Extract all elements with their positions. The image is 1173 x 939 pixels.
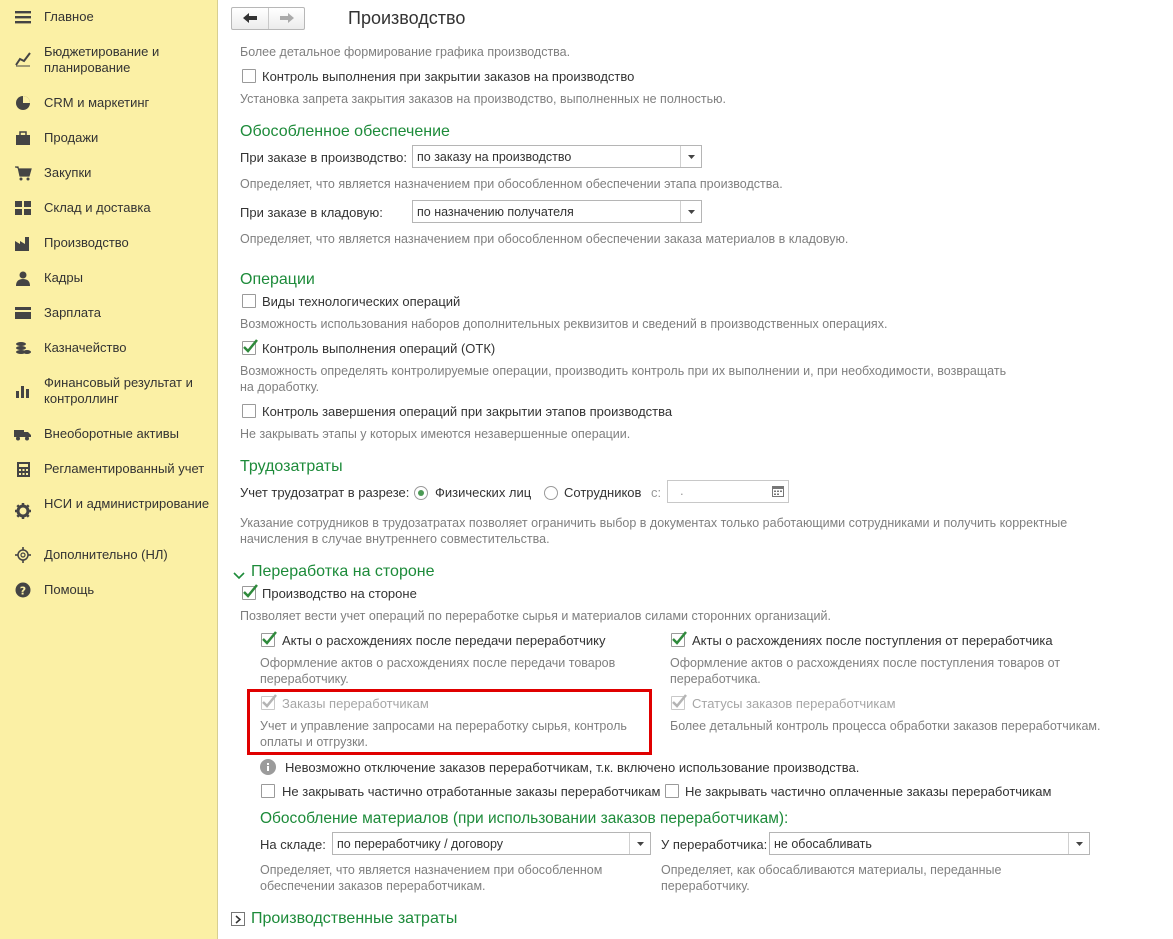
acts-after-transfer-hint-line1: Оформление актов о расхождениях после передачи товаров xyxy=(260,656,616,670)
otk-hint-line2: на доработку. xyxy=(240,380,320,394)
gear-icon xyxy=(14,503,32,519)
info-icon xyxy=(260,759,276,778)
dropdown-arrow-icon[interactable] xyxy=(1068,833,1089,854)
person-icon xyxy=(14,270,32,286)
radio-employees[interactable] xyxy=(544,486,558,500)
orders-to-processors-hint-line1: Учет и управление запросами на переработку сырья, контроль xyxy=(260,719,627,733)
highlight-frame xyxy=(247,689,652,755)
radio-selected-dot xyxy=(418,490,424,496)
back-button[interactable] xyxy=(232,8,268,29)
acts-after-receipt-hint-line2: переработчика. xyxy=(670,672,761,686)
sidebar-item-main[interactable]: Главное xyxy=(0,9,218,27)
on-warehouse-hint-line2: обеспечении заказов переработчикам. xyxy=(260,879,486,893)
truck-icon xyxy=(14,426,32,442)
production-outside-label: Производство на стороне xyxy=(262,586,417,601)
gear-outline-icon xyxy=(14,547,32,563)
sidebar-item-help[interactable]: ? Помощь xyxy=(0,582,218,600)
not-close-paid-label: Не закрывать частично оплаченные заказы переработчикам xyxy=(685,784,1052,799)
chart-icon xyxy=(14,51,32,67)
on-warehouse-hint-line1: Определяет, что является назначением при обособленном xyxy=(260,863,603,877)
checkmark-icon xyxy=(242,582,260,600)
sidebar-item-production[interactable]: Производство xyxy=(0,235,218,253)
radio-individuals-label: Физических лиц xyxy=(435,485,532,500)
acts-after-transfer-hint-line2: переработчику. xyxy=(260,672,349,686)
on-warehouse-label: На складе: xyxy=(260,837,326,852)
completion-control-hint: Не закрывать этапы у которых имеются незавершенные операции. xyxy=(240,427,631,441)
radio-individuals[interactable] xyxy=(414,486,428,500)
otk-label: Контроль выполнения операций (ОТК) xyxy=(262,341,496,356)
navigation-buttons xyxy=(231,7,305,30)
briefcase-icon xyxy=(14,130,32,146)
labor-hint-line1: Указание сотрудников в трудозатратах позволяет ограничить выбор в документах только работающими сотрудниками и получить корректные xyxy=(240,516,1068,530)
completion-control-label: Контроль завершения операций при закрытии этапов производства xyxy=(262,404,673,419)
acts-after-receipt-checkbox[interactable] xyxy=(671,633,685,647)
order-statuses-hint: Более детальный контроль процесса обработки заказов переработчикам. xyxy=(670,719,1101,733)
acts-after-transfer-label: Акты о расхождениях после передачи переработчику xyxy=(282,633,606,648)
factory-icon xyxy=(14,235,32,251)
sidebar-item-purchases[interactable]: Закупки xyxy=(0,165,218,183)
checkmark-icon xyxy=(671,692,689,710)
otk-hint-line1: Возможность определять контролируемые операции, производить контроль при их выполнении и, при необходимости, возвращать xyxy=(240,364,1007,378)
tech-operations-checkbox[interactable] xyxy=(242,294,256,308)
pie-icon xyxy=(14,95,32,111)
warehouse-order-label: При заказе в кладовую: xyxy=(240,205,383,220)
production-order-select[interactable]: по заказу на производство xyxy=(412,145,702,168)
production-outside-checkbox[interactable] xyxy=(242,586,256,600)
date-input[interactable] xyxy=(667,480,789,503)
control-close-orders-hint: Установка запрета закрытия заказов на производство, выполненных не полностью. xyxy=(240,92,726,106)
order-statuses-checkbox[interactable] xyxy=(671,696,685,710)
acts-after-receipt-label: Акты о расхождениях после поступления от переработчика xyxy=(692,633,1053,648)
calendar-icon[interactable] xyxy=(772,485,784,500)
grid-icon xyxy=(14,200,32,216)
production-order-hint: Определяет, что является назначением при обособленном обеспечении этапа производства. xyxy=(240,177,783,191)
sidebar-item-budgeting[interactable]: Бюджетирование и планирование xyxy=(0,44,218,78)
orders-to-processors-hint-line2: оплаты и отгрузки. xyxy=(260,735,369,749)
completion-control-checkbox[interactable] xyxy=(242,404,256,418)
main-panel xyxy=(219,0,1173,939)
chevron-down-icon[interactable] xyxy=(233,568,245,583)
section-labor-title: Трудозатраты xyxy=(240,458,343,475)
arrow-left-icon xyxy=(243,11,257,26)
on-warehouse-select[interactable]: по переработчику / договору xyxy=(332,832,651,855)
sidebar-item-additional[interactable]: Дополнительно (НЛ) xyxy=(0,547,218,565)
menu-icon xyxy=(14,9,32,25)
at-processor-select[interactable]: не обосабливать xyxy=(769,832,1090,855)
radio-employees-label: Сотрудников xyxy=(564,485,642,500)
sidebar-item-crm[interactable]: CRM и маркетинг xyxy=(0,95,218,113)
acts-after-transfer-checkbox[interactable] xyxy=(261,633,275,647)
labor-accounting-label: Учет трудозатрат в разрезе: xyxy=(240,485,410,500)
sidebar-item-salary[interactable]: Зарплата xyxy=(0,305,218,323)
sidebar-item-treasury[interactable]: Казначейство xyxy=(0,340,218,358)
not-close-worked-label: Не закрывать частично отработанные заказы переработчикам xyxy=(282,784,661,799)
warehouse-order-hint: Определяет, что является назначением при обособленном обеспечении заказа материалов в кладовую. xyxy=(240,232,849,246)
info-message: Невозможно отключение заказов переработчикам, т.к. включено использование производства. xyxy=(285,760,860,775)
arrow-right-icon xyxy=(280,11,294,26)
help-icon xyxy=(14,582,32,598)
checkmark-icon xyxy=(261,629,279,647)
at-processor-hint-line1: Определяет, как обосабливаются материалы, переданные xyxy=(661,863,1002,877)
svg-text:?: ? xyxy=(19,584,27,598)
coins-icon xyxy=(14,340,32,356)
sidebar-item-fixed-assets[interactable]: Внеоборотные активы xyxy=(0,426,218,444)
page-title: Производство xyxy=(348,8,466,28)
chevron-right-icon[interactable] xyxy=(231,912,245,926)
dropdown-arrow-icon[interactable] xyxy=(680,201,701,222)
sidebar-item-regulated-accounting[interactable]: Регламентированный учет xyxy=(0,461,218,479)
date-prefix-label: с: xyxy=(651,485,662,500)
dropdown-arrow-icon[interactable] xyxy=(680,146,701,167)
section-separate-supply-title: Обособленное обеспечение xyxy=(240,123,450,140)
sidebar xyxy=(0,0,218,939)
checkmark-icon xyxy=(671,629,689,647)
warehouse-order-select[interactable]: по назначению получателя xyxy=(412,200,702,223)
sidebar-item-hr[interactable]: Кадры xyxy=(0,270,218,288)
materials-isolation-title: Обособление материалов (при использовании заказов переработчикам): xyxy=(260,810,789,827)
tech-operations-label: Виды технологических операций xyxy=(262,294,461,309)
date-value: . xyxy=(680,483,684,498)
sidebar-item-financial-result[interactable]: Финансовый результат и контроллинг xyxy=(0,375,218,409)
forward-button[interactable] xyxy=(268,8,304,29)
schedule-hint: Более детальное формирование графика производства. xyxy=(240,45,571,59)
bar-chart-icon xyxy=(14,382,32,398)
tech-operations-hint: Возможность использования наборов дополнительных реквизитов и сведений в производственных операциях. xyxy=(240,317,888,331)
sidebar-item-warehouse[interactable]: Склад и доставка xyxy=(0,200,218,218)
checkmark-icon xyxy=(242,337,260,355)
sidebar-item-sales[interactable]: Продажи xyxy=(0,130,218,148)
not-close-worked-checkbox[interactable] xyxy=(261,784,275,798)
at-processor-hint-line2: переработчику. xyxy=(661,879,750,893)
orders-to-processors-label: Заказы переработчикам xyxy=(282,696,429,711)
wallet-icon xyxy=(14,305,32,321)
section-production-costs-title[interactable]: Производственные затраты xyxy=(251,910,458,927)
cart-icon xyxy=(14,165,32,181)
otk-checkbox[interactable] xyxy=(242,341,256,355)
control-close-orders-label: Контроль выполнения при закрытии заказов на производство xyxy=(262,69,635,84)
production-order-label: При заказе в производство: xyxy=(240,150,407,165)
order-statuses-label: Статусы заказов переработчикам xyxy=(692,696,896,711)
calculator-icon xyxy=(14,461,32,477)
sidebar-item-nsi-admin[interactable]: НСИ и администрирование xyxy=(0,496,218,530)
at-processor-label: У переработчика: xyxy=(661,837,768,852)
control-close-orders-checkbox[interactable] xyxy=(242,69,256,83)
production-outside-hint: Позволяет вести учет операций по переработке сырья и материалов силами сторонних организаций. xyxy=(240,609,831,623)
acts-after-receipt-hint-line1: Оформление актов о расхождениях после поступления товаров от xyxy=(670,656,1061,670)
labor-hint-line2: начисления в случае внутреннего совместительства. xyxy=(240,532,550,546)
not-close-paid-checkbox[interactable] xyxy=(665,784,679,798)
section-outsourcing-title[interactable]: Переработка на стороне xyxy=(251,563,435,580)
section-operations-title: Операции xyxy=(240,271,315,288)
dropdown-arrow-icon[interactable] xyxy=(629,833,650,854)
